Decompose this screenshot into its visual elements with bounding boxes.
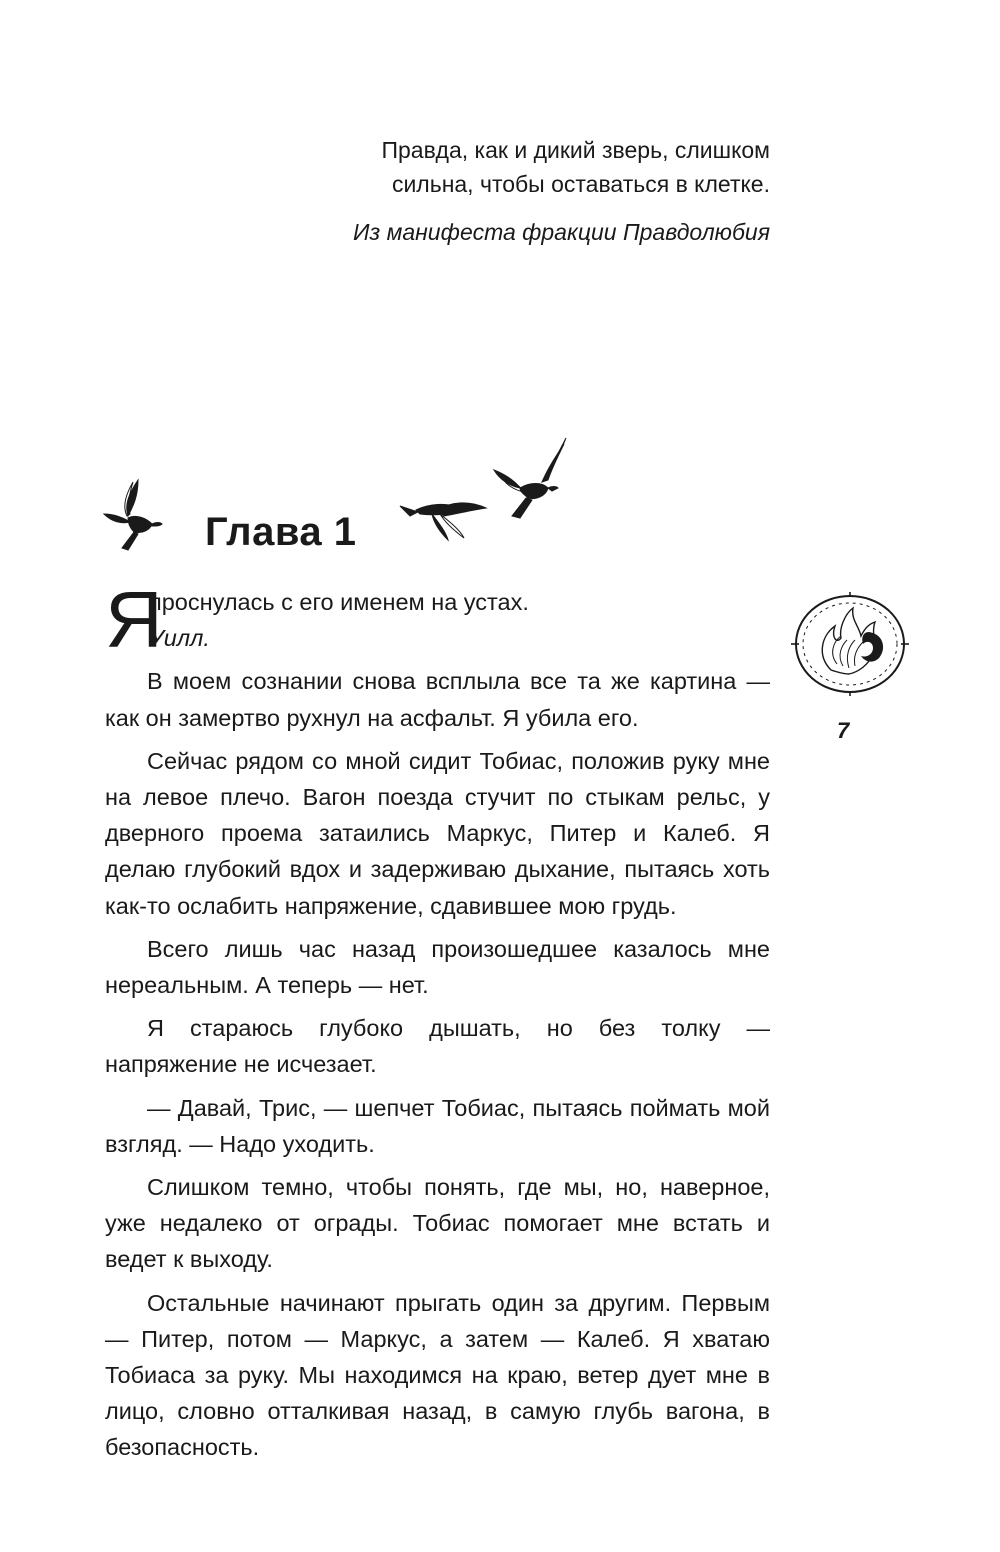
- chapter-title: Глава 1: [205, 510, 357, 554]
- bird-icon: [398, 492, 490, 542]
- epigraph-line: Правда, как и дикий зверь, слишком: [381, 137, 770, 163]
- page-number: 7: [837, 718, 850, 743]
- opening-name: Уилл.: [149, 625, 210, 652]
- paragraph: Остальные начинают прыгать один за другим. Первым — Питер, потом — Маркус, а затем — Калеб. Я хватаю Тобиаса за руку. Мы находимся на краю, ветер дует мне в лицо, словно отталкивая назад, в самую глубь вагона, в безопасность.: [105, 1289, 770, 1461]
- epigraph-line: сильна, чтобы оставаться в клетке.: [391, 171, 770, 197]
- opening-line: проснулась с его именем на устах.: [149, 589, 529, 615]
- faction-emblem-icon: [791, 592, 909, 696]
- chapter-body: [105, 575, 770, 1466]
- paragraph: В моем сознании снова всплыла все та же картина — как он замертво рухнул на асфальт. Я убила его.: [105, 668, 770, 731]
- drop-cap: Я: [105, 575, 163, 664]
- epigraph: [300, 133, 770, 249]
- paragraph: Я стараюсь глубоко дышать, но без толку — напряжение не исчезает.: [105, 1015, 770, 1078]
- bird-icon: [100, 478, 180, 556]
- paragraph: Слишком темно, чтобы понять, где мы, но, наверное, уже недалеко от ограды. Тобиас помогает мне встать и ведет к выходу.: [105, 1174, 770, 1273]
- bird-icon: [490, 436, 572, 520]
- epigraph-source: Из манифеста фракции Правдолюбия: [353, 219, 770, 245]
- first-paragraph: [105, 575, 770, 664]
- paragraph: — Давай, Трис, — шепчет Тобиас, пытаясь поймать мой взгляд. — Надо уходить.: [105, 1094, 770, 1157]
- paragraph: Сейчас рядом со мной сидит Тобиас, положив руку мне на левое плечо. Вагон поезда стучит по стыкам рельс, у дверного проема затаились Маркус, Питер и Калеб. Я делаю глубокий вдох и задерживаю дыхание, пытаясь хоть как-то ослабить напряжение, сдавившее мою грудь.: [105, 747, 770, 919]
- paragraph: Всего лишь час назад произошедшее казалось мне нереальным. А теперь — нет.: [105, 935, 770, 999]
